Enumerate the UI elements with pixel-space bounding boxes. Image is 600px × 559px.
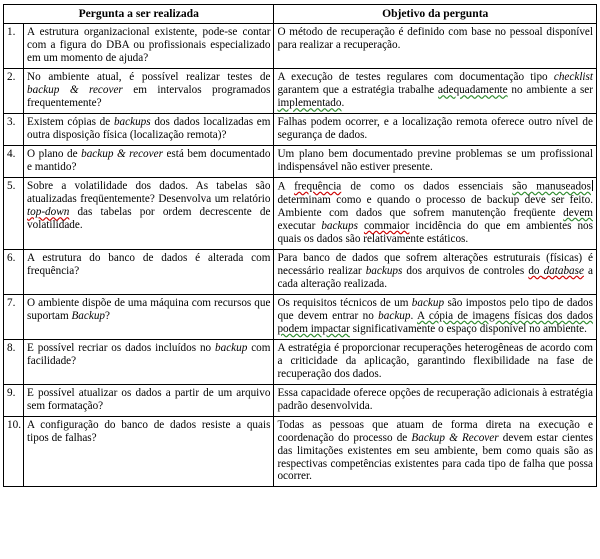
row-question: O plano de backup & recover está bem documentado e mantido? — [24, 146, 274, 178]
row-answer: O método de recuperação é definido com base no pessoal disponível para realizar a recuperação. — [274, 24, 597, 69]
row-question: A configuração do banco de dados resiste a quais tipos de falhas? — [24, 416, 274, 487]
row-question: O ambiente dispõe de uma máquina com recursos que suportam Backup? — [24, 294, 274, 339]
table-row — [4, 294, 597, 339]
table-row — [4, 249, 597, 294]
row-question: Sobre a volatilidade dos dados. As tabelas são atualizadas freqüentemente? Desenvolva um relatório top-down das tabelas por ordem decrescente de volatilidade. — [24, 178, 274, 249]
row-number: 5. — [4, 178, 24, 249]
row-number: 6. — [4, 249, 24, 294]
table-row — [4, 384, 597, 416]
row-question: No ambiente atual, é possível realizar testes de backup & recover em intervalos programados frequentemente? — [24, 69, 274, 114]
row-question: A estrutura do banco de dados é alterada com frequência? — [24, 249, 274, 294]
row-answer: A estratégia é proporcionar recuperações heterogêneas de acordo com a criticidade da aplicação, garantindo flexibilidade na fase de recuperação dos dados. — [274, 339, 597, 384]
table-row — [4, 114, 597, 146]
row-answer: Essa capacidade oferece opções de recuperação adicionais à estratégia padrão desenvolvida. — [274, 384, 597, 416]
row-answer: A frequência de como os dados essenciais são manuseados determinam como e quando o processo de backup deve ser feito. Ambiente com dados que sofrem manutenção freqüente devem executar backups commaior incidência do que em ambientes nos quais os dados são relativamente estáticos. — [274, 178, 597, 249]
questions-table — [3, 4, 597, 487]
row-answer: Falhas podem ocorrer, e a localização remota oferece outro nível de segurança de dados. — [274, 114, 597, 146]
row-number: 9. — [4, 384, 24, 416]
table-row — [4, 69, 597, 114]
row-answer: Para banco de dados que sofrem alterações estruturais (físicas) é necessário realizar backups dos arquivos de controles do database a cada alteração realizada. — [274, 249, 597, 294]
row-number: 7. — [4, 294, 24, 339]
table-header-row — [4, 5, 597, 24]
row-number: 4. — [4, 146, 24, 178]
table-row — [4, 178, 597, 249]
row-answer: Os requisitos técnicos de um backup são impostos pelo tipo de dados que devem entrar no backup. A cópia de imagens físicas dos dados podem impactar significativamente o espaço disponível no ambiente. — [274, 294, 597, 339]
row-question: Existem cópias de backups dos dados localizadas em outra disposição física (localização remota)? — [24, 114, 274, 146]
table-row — [4, 416, 597, 487]
row-number: 1. — [4, 24, 24, 69]
table-row — [4, 339, 597, 384]
column-header-objective: Objetivo da pergunta — [274, 5, 597, 24]
row-question: E possível atualizar os dados a partir de um arquivo sem formatação? — [24, 384, 274, 416]
row-answer: A execução de testes regulares com documentação tipo checklist garantem que a estratégia trabalhe adequadamente no ambiente a ser implementado. — [274, 69, 597, 114]
row-number: 10. — [4, 416, 24, 487]
row-number: 8. — [4, 339, 24, 384]
table-row — [4, 24, 597, 69]
row-answer: Todas as pessoas que atuam de forma direta na execução e coordenação do processo de Backup & Recover devem estar cientes das limitações existentes em seu ambiente, bem como quais são as respectivas competências existentes para cada tipo de falha que possa ocorrer. — [274, 416, 597, 487]
row-number: 3. — [4, 114, 24, 146]
row-number: 2. — [4, 69, 24, 114]
column-header-question: Pergunta a ser realizada — [4, 5, 274, 24]
row-question: A estrutura organizacional existente, pode-se contar com a figura do DBA ou profissionais especializado em um momento de ajuda? — [24, 24, 274, 69]
table-row — [4, 146, 597, 178]
row-answer: Um plano bem documentado previne problemas se um profissional indispensável não estiver presente. — [274, 146, 597, 178]
row-question: E possível recriar os dados incluídos no backup com facilidade? — [24, 339, 274, 384]
